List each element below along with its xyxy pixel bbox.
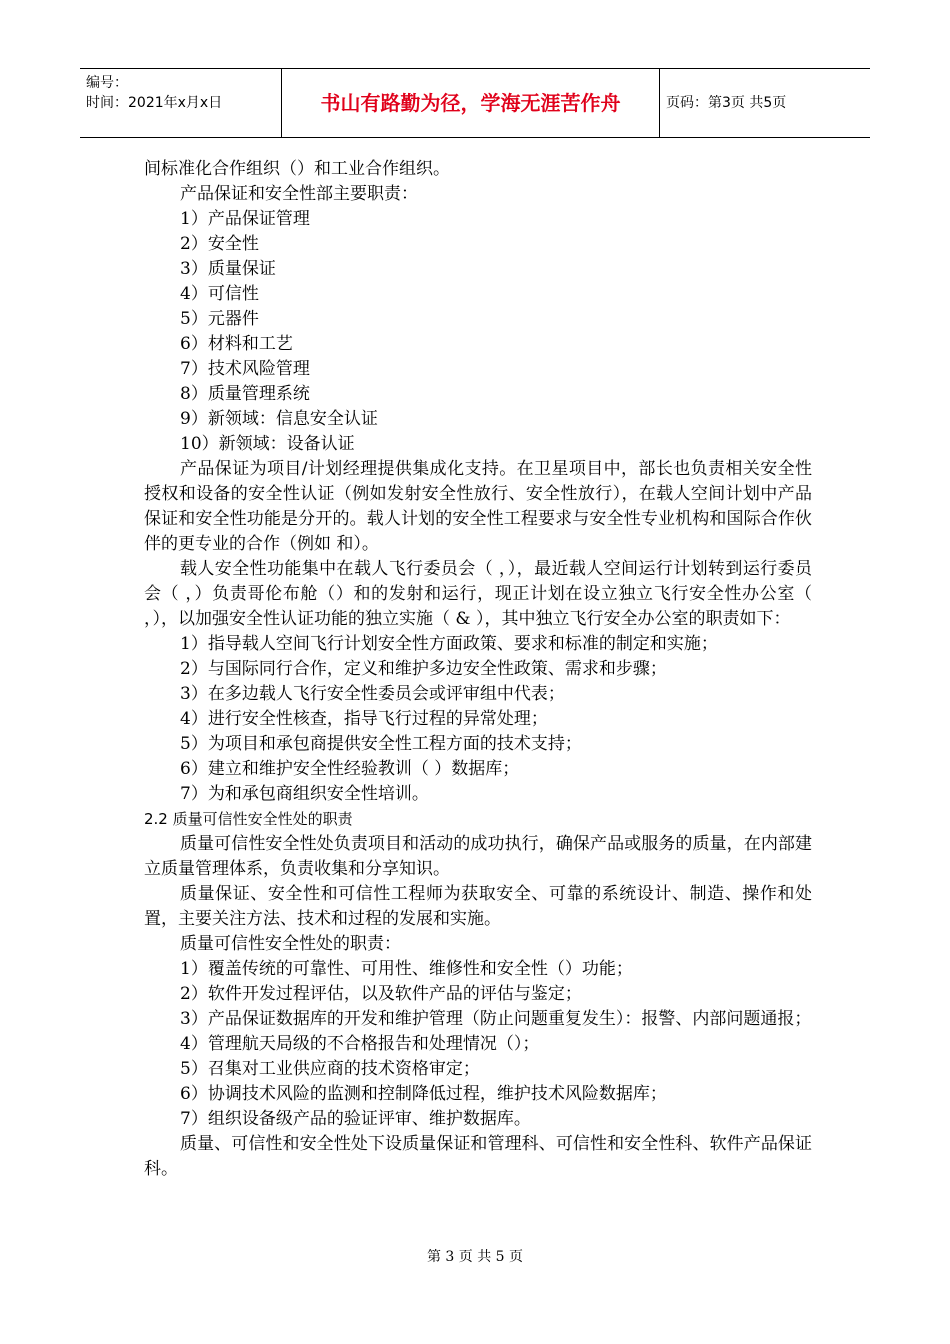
list-item: 6）建立和维护安全性经验教训（ ）数据库； (180, 759, 520, 779)
list-item: 4）管理航天局级的不合格报告和处理情况（）； (180, 1034, 540, 1054)
list-item: 5）召集对工业供应商的技术资格审定； (180, 1059, 480, 1079)
list-item: 4）可信性 (180, 284, 259, 304)
number-label: 编号： (86, 75, 128, 91)
list-item: 1）指导载人空间飞行计划安全性方面政策、要求和标准的制定和实施； (180, 634, 718, 654)
header-motto: 书山有路勤为径，学海无涯苦作舟 (282, 69, 660, 137)
list-item: 7）组织设备级产品的验证评审、维护数据库。 (180, 1109, 531, 1129)
qrs-title: 质量可信性安全性处的职责： (180, 934, 401, 954)
list-item: 1）覆盖传统的可靠性、可用性、维修性和安全性（）功能； (180, 959, 633, 979)
paragraph-crewed-safety: 载人安全性功能集中在载人飞行委员会（ ，），最近载人空间运行计划转到运行委员会（ ，）负责哥伦布舱（）和的发射和运行，现正计划在设立独立飞行安全性办公室（ ，），以加强安全性认证功能的独立实施（ & ），其中独立飞行安全办公室的职责如下： (144, 559, 812, 629)
list-item: 3）产品保证数据库的开发和维护管理（防止问题重复发生）：报警、内部问题通报； (180, 1009, 812, 1029)
list-item: 6）材料和工艺 (180, 334, 293, 354)
list-item: 5）元器件 (180, 309, 259, 329)
document-body (144, 157, 812, 1182)
list-item: 9）新领域：信息安全认证 (180, 409, 378, 429)
page-header (80, 68, 870, 138)
header-page-info: 页码：第3页 共5页 (666, 95, 787, 111)
duties-title: 产品保证和安全性部主要职责： (180, 184, 418, 204)
list-item: 4）进行安全性核查，指导飞行过程的异常处理； (180, 709, 548, 729)
paragraph-subdivisions: 质量、可信性和安全性处下设质量保证和管理科、可信性和安全性科、软件产品保证科。 (144, 1134, 812, 1179)
intro-line: 间标准化合作组织（）和工业合作组织。 (144, 159, 450, 179)
paragraph-qrs-office: 质量可信性安全性处负责项目和活动的成功执行，确保产品或服务的质量，在内部建立质量管理体系，负责收集和分享知识。 (144, 834, 812, 879)
section-heading: 2.2 质量可信性安全性处的职责 (144, 810, 353, 828)
list-item: 6）协调技术风险的监测和控制降低过程，维护技术风险数据库； (180, 1084, 667, 1104)
list-item: 10）新领域：设备认证 (180, 434, 355, 454)
page-footer: 第 3 页 共 5 页 (426, 1249, 524, 1265)
list-item: 3）质量保证 (180, 259, 276, 279)
list-item: 8）质量管理系统 (180, 384, 310, 404)
date-label: 时间：2021年x月x日 (86, 95, 223, 111)
header-meta (80, 69, 282, 137)
paragraph-engineers: 质量保证、安全性和可信性工程师为获取安全、可靠的系统设计、制造、操作和处置，主要关注方法、技术和过程的发展和实施。 (144, 884, 812, 929)
list-item: 1）产品保证管理 (180, 209, 310, 229)
list-item: 5）为项目和承包商提供安全性工程方面的技术支持； (180, 734, 582, 754)
list-item: 2）与国际同行合作，定义和维护多边安全性政策、需求和步骤； (180, 659, 667, 679)
paragraph-product-assurance: 产品保证为项目/计划经理提供集成化支持。在卫星项目中，部长也负责相关安全性授权和设备的安全性认证（例如发射安全性放行、安全性放行），在载人空间计划中产品保证和安全性功能是分开的。载人计划的安全性工程要求与安全性专业机构和国际合作伙伴的更专业的合作（例如 和）。 (144, 459, 812, 554)
list-item: 2）安全性 (180, 234, 259, 254)
list-item: 7）为和承包商组织安全性培训。 (180, 784, 429, 804)
list-item: 7）技术风险管理 (180, 359, 310, 379)
list-item: 3）在多边载人飞行安全性委员会或评审组中代表； (180, 684, 565, 704)
list-item: 2）软件开发过程评估，以及软件产品的评估与鉴定； (180, 984, 582, 1004)
